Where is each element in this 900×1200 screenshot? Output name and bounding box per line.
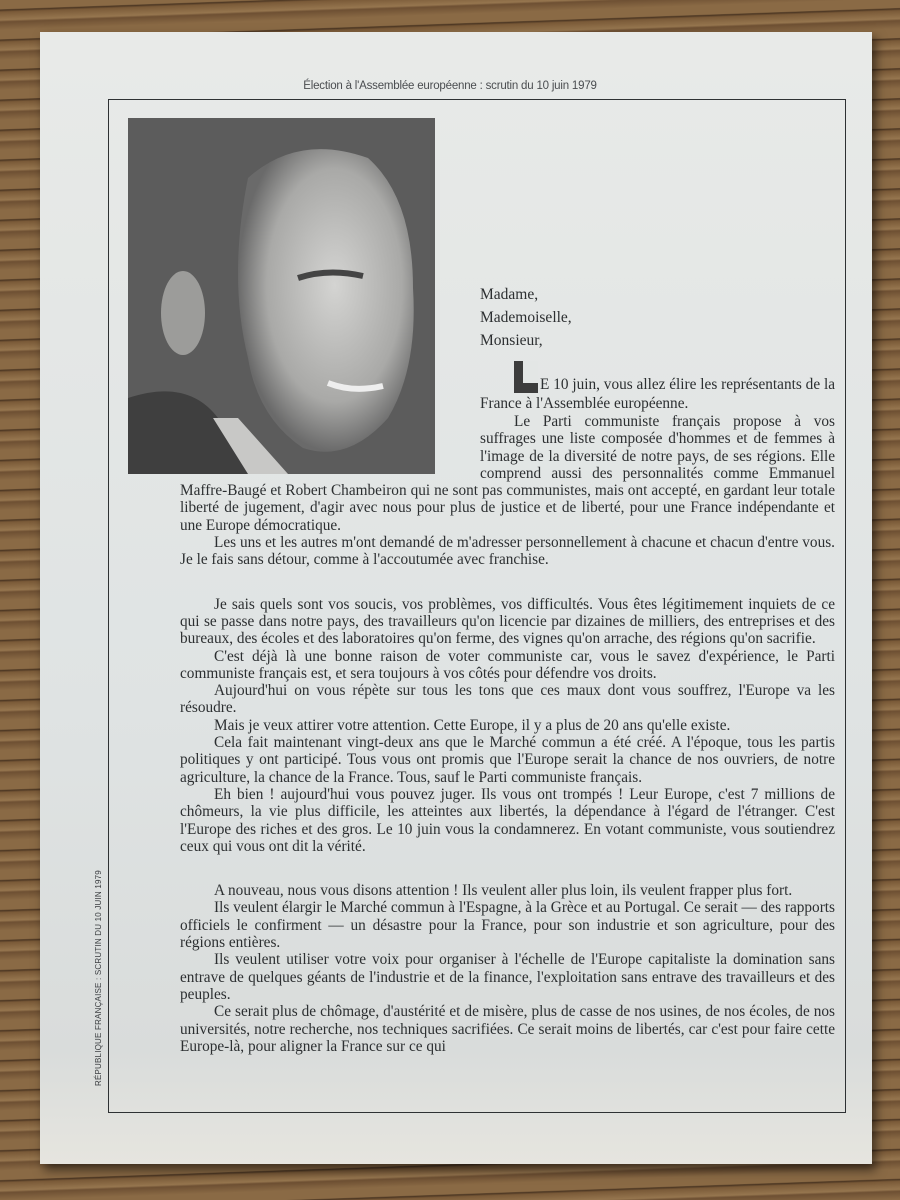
paragraph: Le Parti communiste français propose à vos suffrages une liste composée d'hommes et de femmes à l'image de la diversité de notre pays, de ses régions. Elle comprend aussi des personnalités comme Emmanuel Maffre-Baugé et Robert Chambeiron qui ne sont pas communistes, mais ont accepté, en gardant leur totale liberté de jugement, d'agir avec nous pour plus de justice et de liberté, pour une France indépendante et une Europe démocratique. <box>180 413 835 534</box>
paragraph: Cela fait maintenant vingt-deux ans que le Marché commun a été créé. A l'époque, tous les partis politiques y ont participé. Tous vous ont promis que l'Europe serait la chance de nos ouvriers, de notre agriculture, la chance de la France. Tous, sauf le Parti communiste français. <box>180 734 835 786</box>
side-imprint: RÉPUBLIQUE FRANÇAISE : SCRUTIN DU 10 JUIN 1979 <box>94 870 103 1086</box>
paragraph: Ce serait plus de chômage, d'austérité et de misère, plus de casse de nos usines, de nos écoles, de nos universités, notre recherche, nos techniques sacrifiées. Ce serait moins de libertés, car c'est pour faire cette Europe-là, pour aligner la France sur ce qui <box>180 1003 835 1055</box>
paragraph: Mais je veux attirer votre attention. Cette Europe, il y a plus de 20 ans qu'elle existe. <box>214 716 731 734</box>
page-header: Élection à l'Assemblée européenne : scrutin du 10 juin 1979 <box>303 80 597 92</box>
paragraph: Ils veulent utiliser votre voix pour organiser à l'échelle de l'Europe capitaliste la domination sans entrave de quelques géants de l'industrie et de la finance, l'exploitation sans entrave des travailleurs et des peuples. <box>180 951 835 1003</box>
letter-body <box>180 118 835 1055</box>
leaflet-page <box>40 32 872 1164</box>
paragraph: Eh bien ! aujourd'hui vous pouvez juger. Ils vous ont trompés ! Leur Europe, c'est 7 millions de chômeurs, la vie plus difficile, les atteintes aux libertés, la dépendance à l'égard de l'étranger. C'est l'Europe des riches et des gros. Le 10 juin vous la condamnerez. En votant communiste, vous soutiendrez ceux qui vous ont dit la vérité. <box>180 785 835 855</box>
drop-cap <box>514 361 538 393</box>
paragraph-text: E 10 juin, vous allez élire les représentants de la France à l'Assemblée européenne. <box>480 376 835 412</box>
greeting-line: Mademoiselle, <box>480 309 572 326</box>
paragraph: A nouveau, nous vous disons attention ! Ils veulent aller plus loin, ils veulent frapper plus fort. <box>214 882 793 900</box>
paragraph: Les uns et les autres m'ont demandé de m'adresser personnellement à chacune et chacun d'entre vous. Je le fais sans détour, comme à l'accoutumée avec franchise. <box>180 534 835 569</box>
greeting-line: Monsieur, <box>480 332 543 349</box>
greeting-line: Madame, <box>480 286 539 303</box>
paragraph: C'est déjà là une bonne raison de voter communiste car, vous le savez d'expérience, le Parti communiste français est, et sera toujours à vos côtés pour défendre vos droits. <box>180 647 835 682</box>
paragraph: Ils veulent élargir le Marché commun à l'Espagne, à la Grèce et au Portugal. Ce serait — des rapports officiels le confirment — un désastre pour la France, pour son industrie et son agriculture, pour des régions entières. <box>180 899 835 952</box>
paragraph: Aujourd'hui on vous répète sur tous les tons que ces maux dont vous souffrez, l'Europe va les résoudre. <box>180 682 835 717</box>
paragraph: Je sais quels sont vos soucis, vos problèmes, vos difficultés. Vous êtes légitimement inquiets de ce qui se passe dans notre pays, des travailleurs qu'on licencie par dizaines de milliers, des entreprises et des bureaux, des écoles et des laboratoires qu'on ferme, des vignes qu'on arrache, des régions qu'on sacrifie. <box>180 595 835 648</box>
portrait-photo <box>128 118 435 474</box>
